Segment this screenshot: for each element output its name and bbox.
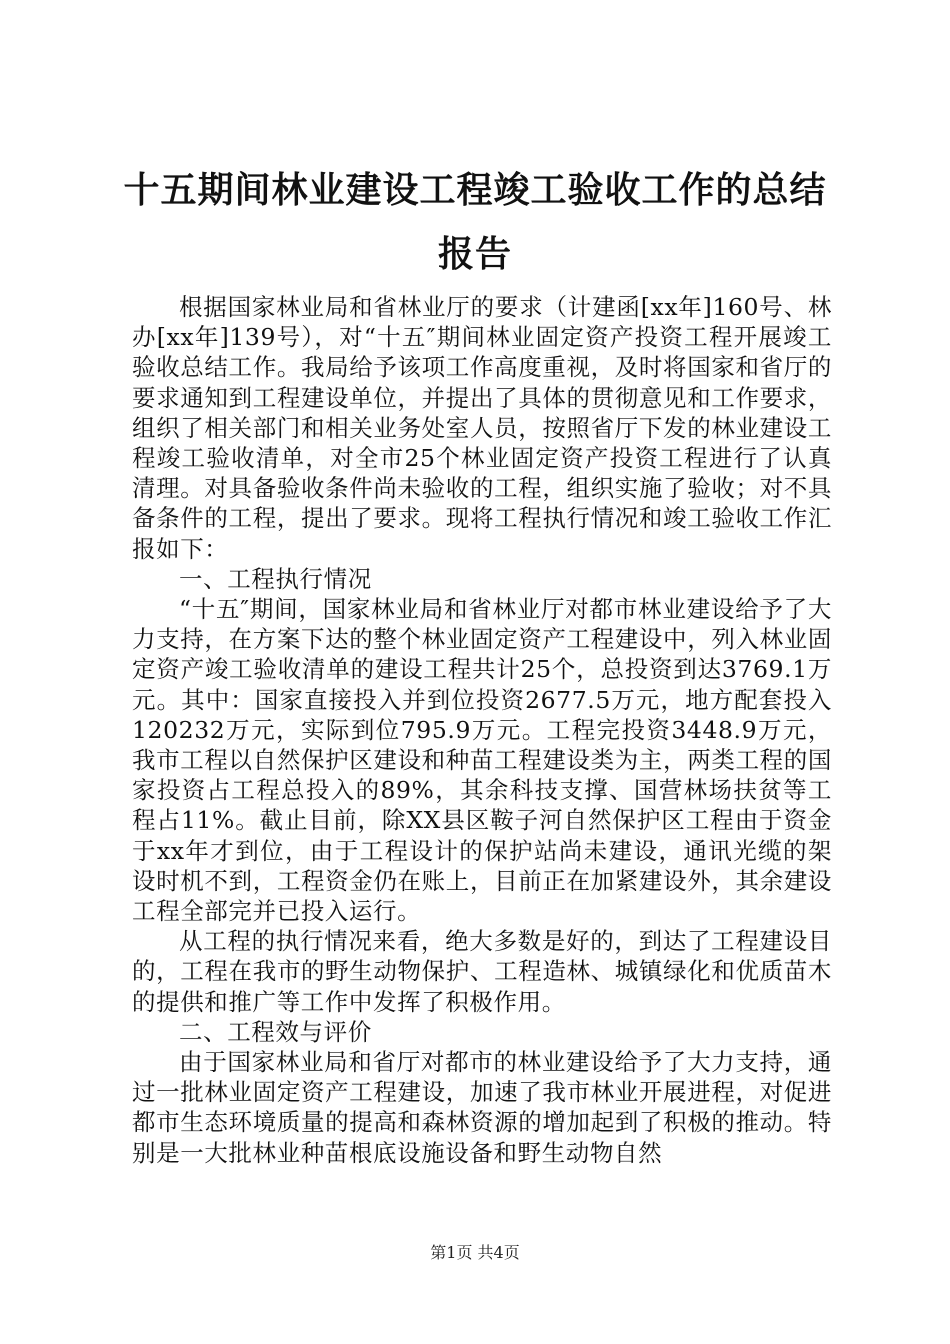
section-heading-2: 二、工程效与评价 [179, 1017, 372, 1046]
document-title: 十五期间林业建设工程竣工验收工作的总结报告 [123, 169, 827, 275]
document-body [132, 292, 832, 1168]
paragraph-execution: “十五″期间，国家林业局和省林业厅对都市林业建设给予了大力支持，在方案下达的整个林业固定资产工程建设中，列入林业固定资产竣工验收清单的建设工程共计25个，总投资到达3769.1万元。其中：国家直接投入并到位投资2677.5万元，地方配套投入120232万元，实际到位795.9万元。工程完投资3448.9万元，我市工程以自然保护区建设和种苗工程建设类为主，两类工程的国家投资占工程总投入的89%，其余科技支撑、国营林场扶贫等工程占11%。截止目前，除XX县区鞍子河自然保护区工程由于资金于xx年才到位，由于工程设计的保护站尚未建设，通讯光缆的架设时机不到，工程资金仍在账上，目前正在加紧建设外，其余建设工程全部完并已投入运行。 [132, 595, 832, 926]
paragraph-evaluation: 由于国家林业局和省厅对都市的林业建设给予了大力支持，通过一批林业固定资产工程建设，加速了我市林业开展进程，对促进都市生态环境质量的提高和森林资源的增加起到了积极的推动。特别是一大批林业种苗根底设施设备和野生动物自然 [132, 1048, 832, 1167]
paragraph-intro: 根据国家林业局和省林业厅的要求（计建函[xx年]160号、林办[xx年]139号），对“十五″期间林业固定资产投资工程开展竣工验收总结工作。我局给予该项工作高度重视，及时将国家和省厅的要求通知到工程建设单位，并提出了具体的贯彻意见和工作要求，组织了相关部门和相关业务处室人员，按照省厅下发的林业建设工程竣工验收清单，对全市25个林业固定资产投资工程进行了认真清理。对具备验收条件尚未验收的工程，组织实施了验收；对不具备条件的工程，提出了要求。现将工程执行情况和竣工验收工作汇报如下： [132, 293, 832, 563]
paragraph-summary: 从工程的执行情况来看，绝大多数是好的，到达了工程建设目的，工程在我市的野生动物保护、工程造林、城镇绿化和优质苗木的提供和推广等工作中发挥了积极作用。 [132, 927, 832, 1016]
section-heading-1: 一、工程执行情况 [179, 564, 372, 593]
page-footer: 第1页 共4页 [430, 1243, 520, 1262]
